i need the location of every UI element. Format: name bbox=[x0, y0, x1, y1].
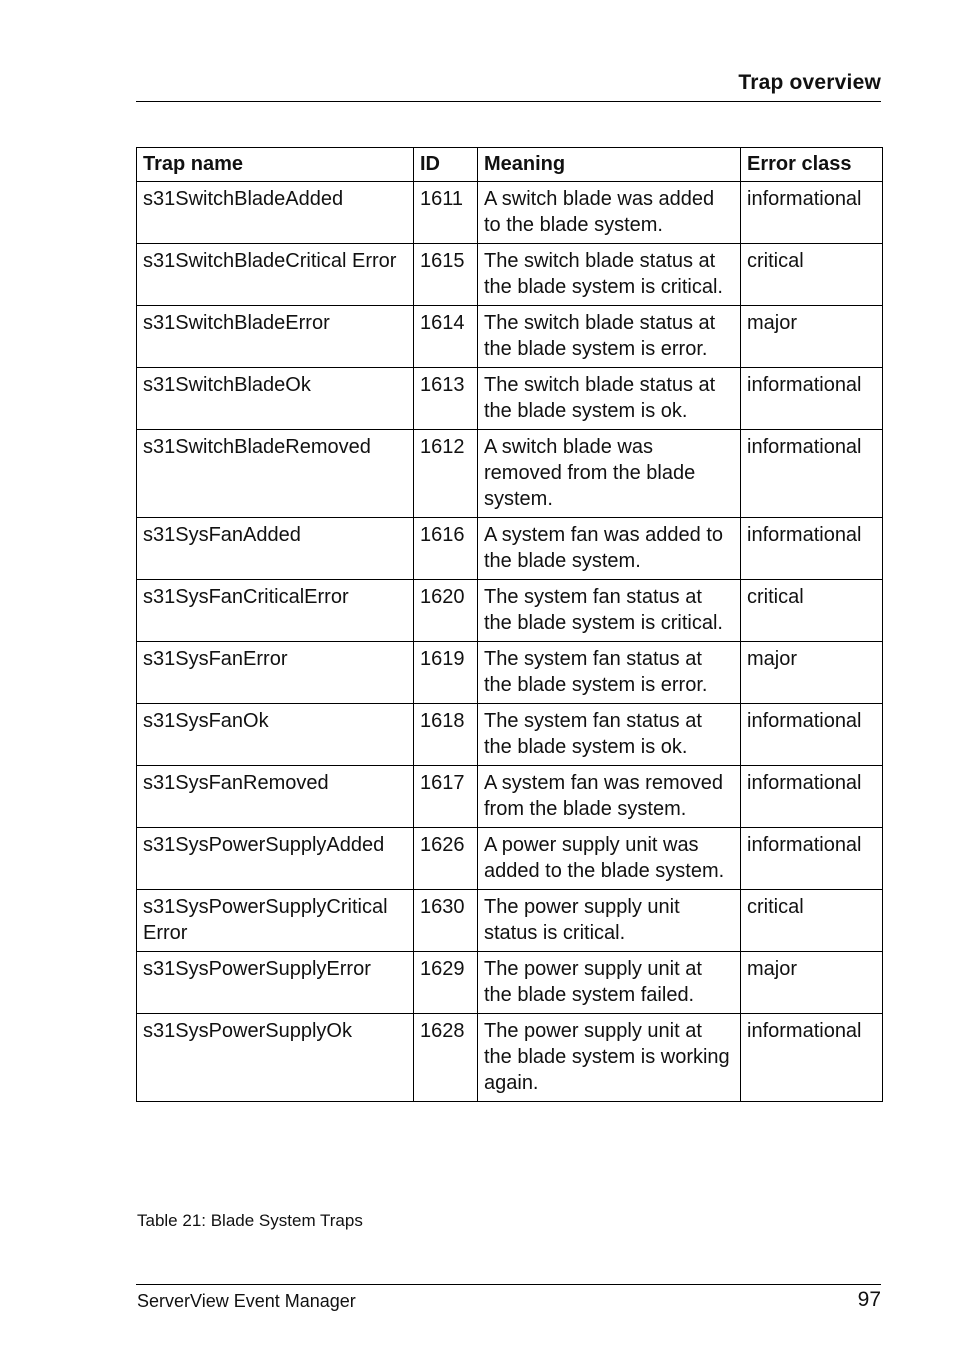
table-row bbox=[137, 518, 883, 580]
trap-name-cell: s31SysPowerSupplyAdded bbox=[137, 828, 414, 890]
error-class-cell: critical bbox=[741, 890, 883, 952]
trap-id-cell: 1615 bbox=[414, 244, 478, 306]
table-row bbox=[137, 1014, 883, 1102]
table-row bbox=[137, 828, 883, 890]
trap-name-cell: s31SysFanCriticalError bbox=[137, 580, 414, 642]
column-header-id: ID bbox=[414, 148, 478, 182]
error-class-cell: informational bbox=[741, 368, 883, 430]
trap-meaning-cell: The system fan status at the blade system is error. bbox=[478, 642, 741, 704]
trap-id-cell: 1618 bbox=[414, 704, 478, 766]
error-class-cell: critical bbox=[741, 580, 883, 642]
trap-meaning-cell: A switch blade was added to the blade system. bbox=[478, 182, 741, 244]
error-class-cell: informational bbox=[741, 1014, 883, 1102]
error-class-cell: informational bbox=[741, 182, 883, 244]
table-row bbox=[137, 890, 883, 952]
trap-id-cell: 1630 bbox=[414, 890, 478, 952]
trap-id-cell: 1612 bbox=[414, 430, 478, 518]
trap-name-cell: s31SysPowerSupplyOk bbox=[137, 1014, 414, 1102]
table-row bbox=[137, 642, 883, 704]
trap-meaning-cell: A system fan was added to the blade system. bbox=[478, 518, 741, 580]
trap-id-cell: 1616 bbox=[414, 518, 478, 580]
footer-product-name: ServerView Event Manager bbox=[137, 1291, 356, 1311]
trap-name-cell: s31SwitchBladeOk bbox=[137, 368, 414, 430]
trap-id-cell: 1611 bbox=[414, 182, 478, 244]
trap-meaning-cell: The switch blade status at the blade system is ok. bbox=[478, 368, 741, 430]
trap-name-cell: s31SysPowerSupplyError bbox=[137, 952, 414, 1014]
trap-meaning-cell: The power supply unit at the blade system failed. bbox=[478, 952, 741, 1014]
table-header-row bbox=[137, 148, 883, 182]
trap-id-cell: 1619 bbox=[414, 642, 478, 704]
error-class-cell: informational bbox=[741, 828, 883, 890]
error-class-cell: informational bbox=[741, 518, 883, 580]
error-class-cell: informational bbox=[741, 766, 883, 828]
column-header-meaning: Meaning bbox=[478, 148, 741, 182]
table-caption: Table 21: Blade System Traps bbox=[137, 1211, 363, 1230]
trap-name-cell: s31SwitchBladeAdded bbox=[137, 182, 414, 244]
page-number: 97 bbox=[857, 1288, 881, 1311]
trap-id-cell: 1613 bbox=[414, 368, 478, 430]
error-class-cell: major bbox=[741, 952, 883, 1014]
table-row bbox=[137, 580, 883, 642]
trap-id-cell: 1617 bbox=[414, 766, 478, 828]
trap-meaning-cell: The power supply unit status is critical. bbox=[478, 890, 741, 952]
trap-name-cell: s31SysFanAdded bbox=[137, 518, 414, 580]
trap-meaning-cell: The power supply unit at the blade system is working again. bbox=[478, 1014, 741, 1102]
table-row bbox=[137, 368, 883, 430]
trap-meaning-cell: The switch blade status at the blade system is critical. bbox=[478, 244, 741, 306]
trap-meaning-cell: The system fan status at the blade system is ok. bbox=[478, 704, 741, 766]
trap-id-cell: 1614 bbox=[414, 306, 478, 368]
trap-name-cell: s31SysPowerSupplyCritical Error bbox=[137, 890, 414, 952]
trap-meaning-cell: A power supply unit was added to the blade system. bbox=[478, 828, 741, 890]
trap-name-cell: s31SwitchBladeCritical Error bbox=[137, 244, 414, 306]
trap-name-cell: s31SwitchBladeRemoved bbox=[137, 430, 414, 518]
trap-name-cell: s31SysFanOk bbox=[137, 704, 414, 766]
error-class-cell: critical bbox=[741, 244, 883, 306]
footer-divider bbox=[136, 1284, 881, 1285]
error-class-cell: major bbox=[741, 306, 883, 368]
table-row bbox=[137, 306, 883, 368]
blade-system-traps-table bbox=[136, 147, 883, 1102]
trap-meaning-cell: A switch blade was removed from the blade system. bbox=[478, 430, 741, 518]
trap-name-cell: s31SysFanRemoved bbox=[137, 766, 414, 828]
trap-name-cell: s31SwitchBladeError bbox=[137, 306, 414, 368]
running-header-title: Trap overview bbox=[738, 71, 881, 94]
trap-meaning-cell: The switch blade status at the blade system is error. bbox=[478, 306, 741, 368]
error-class-cell: informational bbox=[741, 704, 883, 766]
table-row bbox=[137, 952, 883, 1014]
trap-name-cell: s31SysFanError bbox=[137, 642, 414, 704]
table-row bbox=[137, 430, 883, 518]
trap-id-cell: 1626 bbox=[414, 828, 478, 890]
table-row bbox=[137, 182, 883, 244]
trap-meaning-cell: The system fan status at the blade system is critical. bbox=[478, 580, 741, 642]
column-header-error-class: Error class bbox=[741, 148, 883, 182]
header-divider bbox=[136, 101, 881, 102]
trap-id-cell: 1620 bbox=[414, 580, 478, 642]
trap-meaning-cell: A system fan was removed from the blade system. bbox=[478, 766, 741, 828]
error-class-cell: major bbox=[741, 642, 883, 704]
trap-id-cell: 1628 bbox=[414, 1014, 478, 1102]
error-class-cell: informational bbox=[741, 430, 883, 518]
table-row bbox=[137, 766, 883, 828]
trap-id-cell: 1629 bbox=[414, 952, 478, 1014]
table-row bbox=[137, 244, 883, 306]
table-row bbox=[137, 704, 883, 766]
column-header-trap-name: Trap name bbox=[137, 148, 414, 182]
